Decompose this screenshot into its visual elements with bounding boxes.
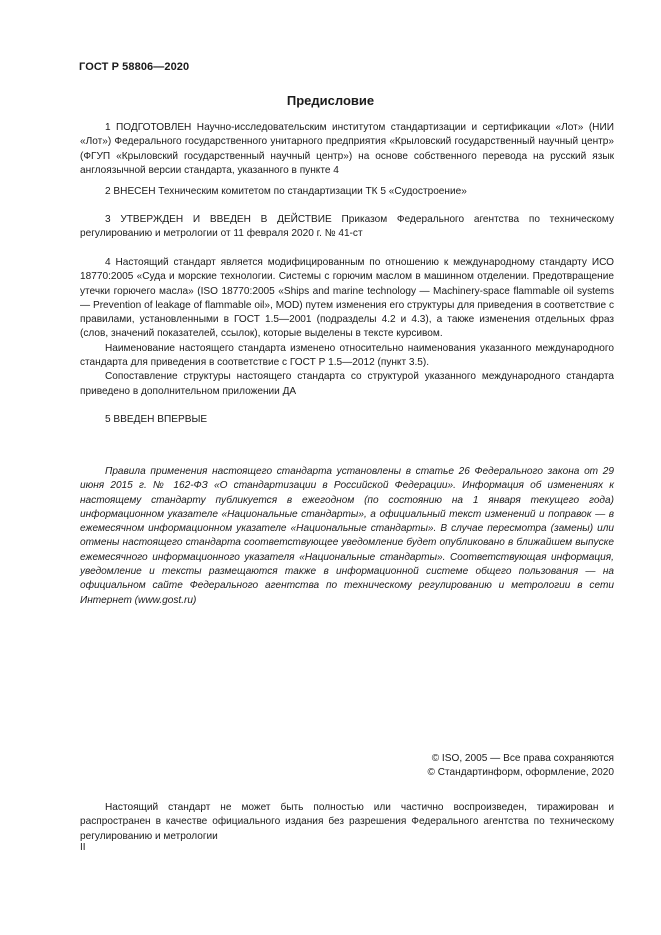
official-notice (80, 465, 614, 608)
document-code: ГОСТ Р 58806—2020 (79, 61, 190, 73)
copyright-block (427, 752, 614, 781)
section-5 (80, 413, 614, 427)
reproduction-notice-text: Настоящий стандарт не может быть полностью или частично воспроизведен, тиражирован и распространен в качестве официального издания без разрешения Федерального агентства по техническому регулированию и метрологии (80, 802, 614, 842)
page-title: Предисловие (286, 93, 375, 108)
section-1 (80, 121, 614, 178)
section-1-text: 1 ПОДГОТОВЛЕН Научно-исследовательским институтом стандартизации и сертификации «Лот» (НИИ «Лот») Федерального государственного унитарного предприятия «Крыловский государственный научный центр» (ФГУП «Крыловский государственный научный центр») на основе собственного перевода на русский язык англоязычной версии стандарта, указанного в пункте 4 (80, 122, 614, 176)
section-4 (80, 256, 614, 399)
official-notice-text: Правила применения настоящего стандарта установлены в статье 26 Федерального закона от 29 июня 2015 г. № 162-ФЗ «О стандартизации в Российской Федерации». Информация об изменениях к настоящему стандарту публикуется в ежегодном (по состоянию на 1 января текущего года) информационном указателе «Национальные стандарты», а официальный текст изменений и поправок — в ежемесячном информационном указателе «Национальные стандарты». В случае пересмотра (замены) или отмены настоящего стандарта соответствующее уведомление будет опубликовано в ближайшем выпуске ежемесячного информационного указателя «Национальные стандарты». Соответствующая информация, уведомление и тексты размещаются также в информационной системе общего пользования — на официальном сайте Федерального агентства по техническому регулированию и метрологии в сети Интернет (www.gost.ru) (80, 466, 614, 606)
copyright-standartinform: © Стандартинформ, оформление, 2020 (427, 767, 614, 779)
section-5-text: 5 ВВЕДЕН ВПЕРВЫЕ (105, 414, 208, 425)
section-2-text: 2 ВНЕСЕН Техническим комитетом по стандартизации ТК 5 «Судостроение» (105, 186, 467, 197)
section-4-paragraph-3: Сопоставление структуры настоящего стандарта со структурой указанного международного стандарта приведено в дополнительном приложении ДА (80, 371, 614, 397)
section-2 (80, 185, 614, 199)
page-number: II (80, 842, 86, 853)
section-3-text: 3 УТВЕРЖДЕН И ВВЕДЕН В ДЕЙСТВИЕ Приказом Федерального агентства по техническому регулированию и метрологии от 11 февраля 2020 г. № 41-ст (80, 214, 614, 240)
reproduction-notice (80, 801, 614, 844)
copyright-iso: © ISO, 2005 — Все права сохраняются (431, 753, 614, 764)
section-3 (80, 213, 614, 242)
section-4-paragraph-2: Наименование настоящего стандарта изменено относительно наименования указанного международного стандарта для приведения в соответствие с ГОСТ Р 1.5—2012 (пункт 3.5). (80, 342, 614, 369)
section-4-text: 4 Настоящий стандарт является модифицированным по отношению к международному стандарту ИСО 18770:2005 «Суда и морские технологии. Системы с горючим маслом в машинном отделении. Предотвращение утечки горючего масла» (ISO 18770:2005 «Ships and marine technology — Machinery-space flammable oil systems — Prevention of leakage of flammable oil», MOD) путем изменения его структуры для приведения в соответствие с правилами, установленными в ГОСТ 1.5—2001 (подразделы 4.2 и 4.3), а также изменения отдельных фраз (слов, значений показателей, ссылок), которые выделены в тексте курсивом. (80, 257, 614, 340)
